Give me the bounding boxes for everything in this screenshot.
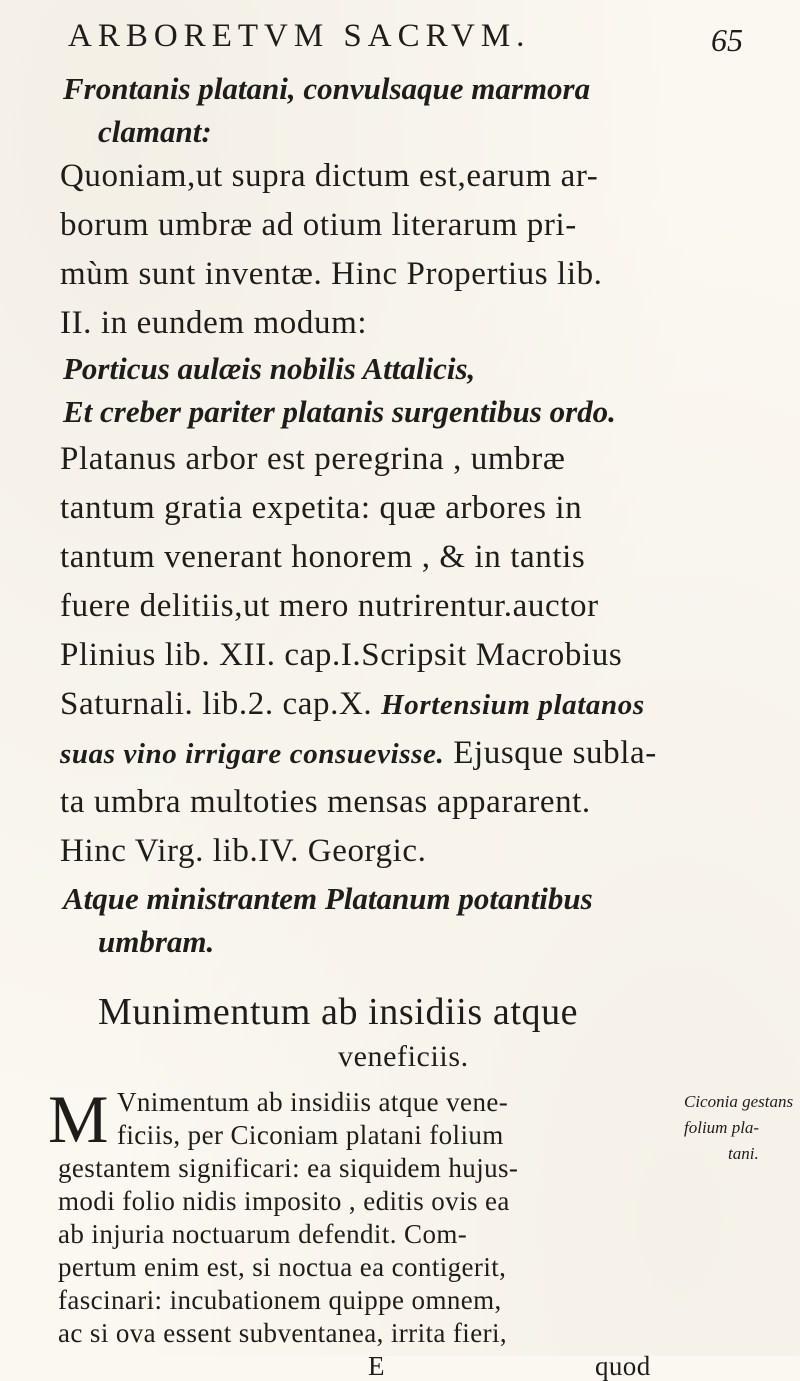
text-line: tantum venerant honorem , & in tantis [60,539,586,575]
text-span: Ejusque subla- [444,735,657,771]
text-line: gestantem significari: ea siquidem hujus- [58,1153,519,1183]
verse-line: Et creber pariter platanis surgentibus ordo. [63,394,616,429]
text-line: tantum gratia expetita: quæ arbores in [60,490,583,526]
text-line: ac si ova essent subventanea, irrita fieri, [58,1318,508,1348]
marginal-note-line: folium pla- [684,1118,760,1137]
text-line: Platanus arbor est peregrina , umbræ [60,441,566,477]
text-line: Vnimentum ab insidiis atque vene- [117,1087,509,1117]
verse-line: Atque ministrantem Platanum potantibus [63,881,593,916]
page-number: 65 [711,22,743,58]
verse-line: umbram. [98,924,215,959]
signature-mark: E [368,1351,385,1381]
verse-line: clamant: [98,114,212,149]
text-line: Plinius lib. XII. cap.I.Scripsit Macrobius [60,637,623,673]
text-line: II. in eundem modum: [60,305,368,341]
verse-line: Porticus aulæis nobilis Attalicis, [63,351,476,386]
section-subheading: veneficiis. [338,1040,469,1073]
text-line: modi folio nidis imposito , editis ovis ea [58,1186,510,1216]
drop-cap: M [48,1081,109,1157]
text-line: fascinari: incubationem quippe omnem, [58,1285,502,1315]
text-line: borum umbræ ad otium literarum pri- [60,207,577,243]
text-span: Saturnali. lib.2. cap.X. [60,686,373,722]
section-heading: Munimentum ab insidiis atque [98,991,579,1033]
text-line: ficiis, per Ciconiam platani folium [117,1120,504,1150]
text-line: pertum enim est, si noctua ea contigerit, [58,1252,507,1282]
italic-span: Hortensium platanos [381,689,645,721]
marginal-note-line: Ciconia gestans [684,1092,794,1111]
text-line: mùm sunt inventæ. Hinc Propertius lib. [60,256,603,292]
text-line: Hinc Virg. lib.IV. Georgic. [60,833,427,869]
running-head: ARBORETVM SACRVM. [68,18,531,54]
italic-span: suas vino irrigare consuevisse. [60,738,445,770]
text-line: ab injuria noctuarum defendit. Com- [58,1219,468,1249]
marginal-note-line: tani. [728,1144,759,1163]
text-line: fuere delitiis,ut mero nutrirentur.auctor [60,588,599,624]
catchword: quod [595,1351,651,1381]
text-line: Quoniam,ut supra dictum est,earum ar- [60,158,599,194]
verse-line: Frontanis platani, convulsaque marmora [63,71,591,106]
text-line: ta umbra multoties mensas appararent. [60,784,591,820]
